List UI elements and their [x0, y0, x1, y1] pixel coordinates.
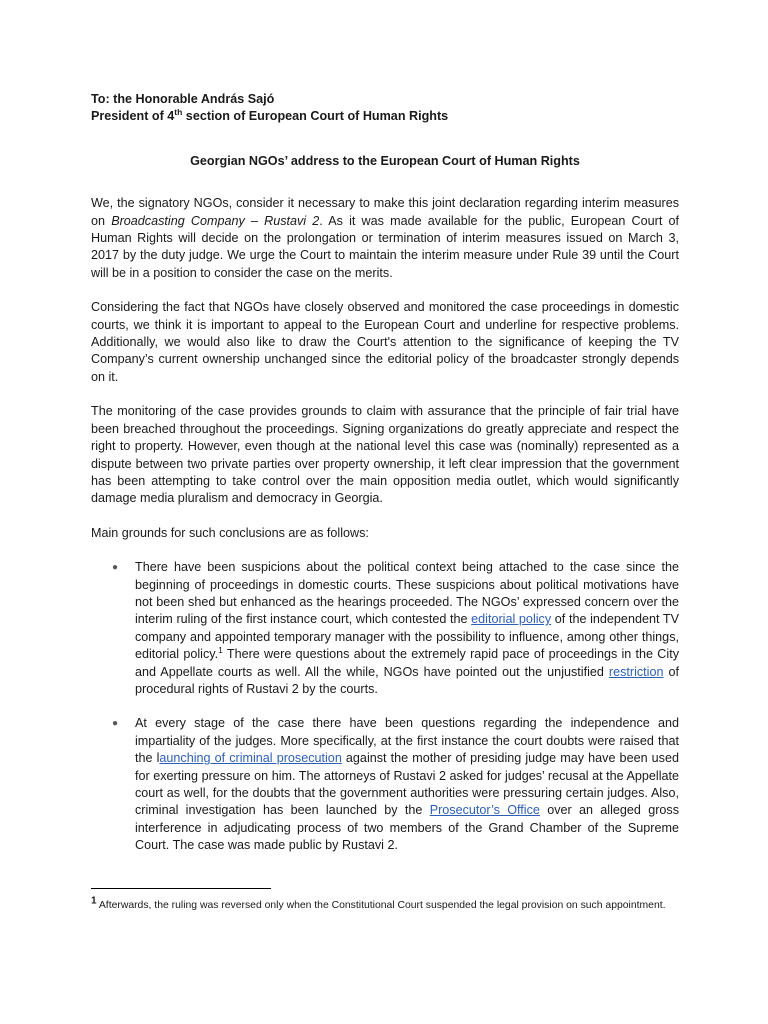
paragraph-fair-trial: The monitoring of the case provides grounds to claim with assurance that the principle of fair trial have been breached throughout the proceedings. Signing organizations do greatly appreciate and respect the right to property. However, even though at the national level this case was (nominally) represented as a dispute between two private parties over property ownership, it left clear impression that the government has been attempting to take control over the main opposition media outlet, which would significantly damage media pluralism and democracy in Georgia. [91, 404, 679, 506]
list-item: ● At every stage of the case there have been questions regarding the independence and impartiality of the judges. More specifically, at the first instance the court doubts were raised that the launching of criminal prosecution against the mother of presiding judge may have been used for exerting pressure on him. The attorneys of Rustavi 2 asked for judges’ recusal at the Appellate court as well, for the doubts that the government authorities were pressuring certain judges. Also, criminal investigation has been launched by the Prosecutor’s Office over an alleged gross interference in adjudicating process of two members of the Grand Chamber of the Supreme Court. The case was made public by Rustavi 2. [112, 716, 679, 853]
paragraph-grounds: Main grounds for such conclusions are as follows: [91, 525, 369, 540]
paragraph-intro: We, the signatory NGOs, consider it necessary to make this joint declaration regarding interim measures on Broadcasting Company – Rustavi 2. As it was made available for the public, European Court of Human Rights will decide on the prolongation or termination of interim measures issued on March 3, 2017 by the duty judge. We urge the Court to maintain the interim measure under Rule 39 until the Court will be in a position to consider the case on the merits. [91, 196, 680, 280]
bullet-icon: ● [112, 562, 119, 574]
grounds-list [91, 559, 679, 855]
footnote-divider [91, 888, 271, 889]
addressee-line: To: the Honorable András Sajó [91, 92, 275, 106]
prosecutors-office-link[interactable]: Prosecutor’s Office [429, 803, 540, 818]
restriction-link[interactable]: restriction [608, 664, 664, 679]
document-title: Georgian NGOs’ address to the European Court of Human Rights [190, 153, 580, 168]
editorial-policy-link[interactable]: editorial policy [471, 612, 552, 627]
footnote-ref[interactable]: 1 [218, 644, 223, 655]
addressee-title: President of 4th section of European Court of Human Rights [91, 107, 449, 124]
document-body [91, 91, 679, 872]
footnote: $^1$ Afterwards, the ruling was reversed only when the Constitutional Court suspended the legal provision on such appointment. [91, 895, 666, 911]
criminal-prosecution-link[interactable]: aunching of criminal prosecution [159, 751, 342, 766]
list-item: ● There have been suspicions about the political context being attached to the case since the beginning of proceedings in domestic courts. These suspicions about political motivations have not been shed but enhanced as the hearings proceeded. The NGOs’ expressed concern over the interim ruling of the first instance court, which contested the editorial policy of the independent TV company and appointed temporary manager with the possibility to influence, among other things, editorial policy.$^1$ There were questions about the extremely rapid pace of proceedings in the City and Appellate courts as well. All the while, NGOs have pointed out the unjustified restriction of procedural rights of Rustavi 2 by the courts. [112, 560, 679, 696]
paragraph-monitoring: Considering the fact that NGOs have closely observed and monitored the case proceedings in domestic courts, we think it is important to appeal to the European Court and underline for respective problems. Additionally, we would also like to draw the Court's attention to the significance of keeping the TV Company’s current ownership unchanged since the editorial policy of the broadcaster strongly depends on it. [91, 300, 679, 384]
bullet-icon: ● [112, 718, 119, 730]
